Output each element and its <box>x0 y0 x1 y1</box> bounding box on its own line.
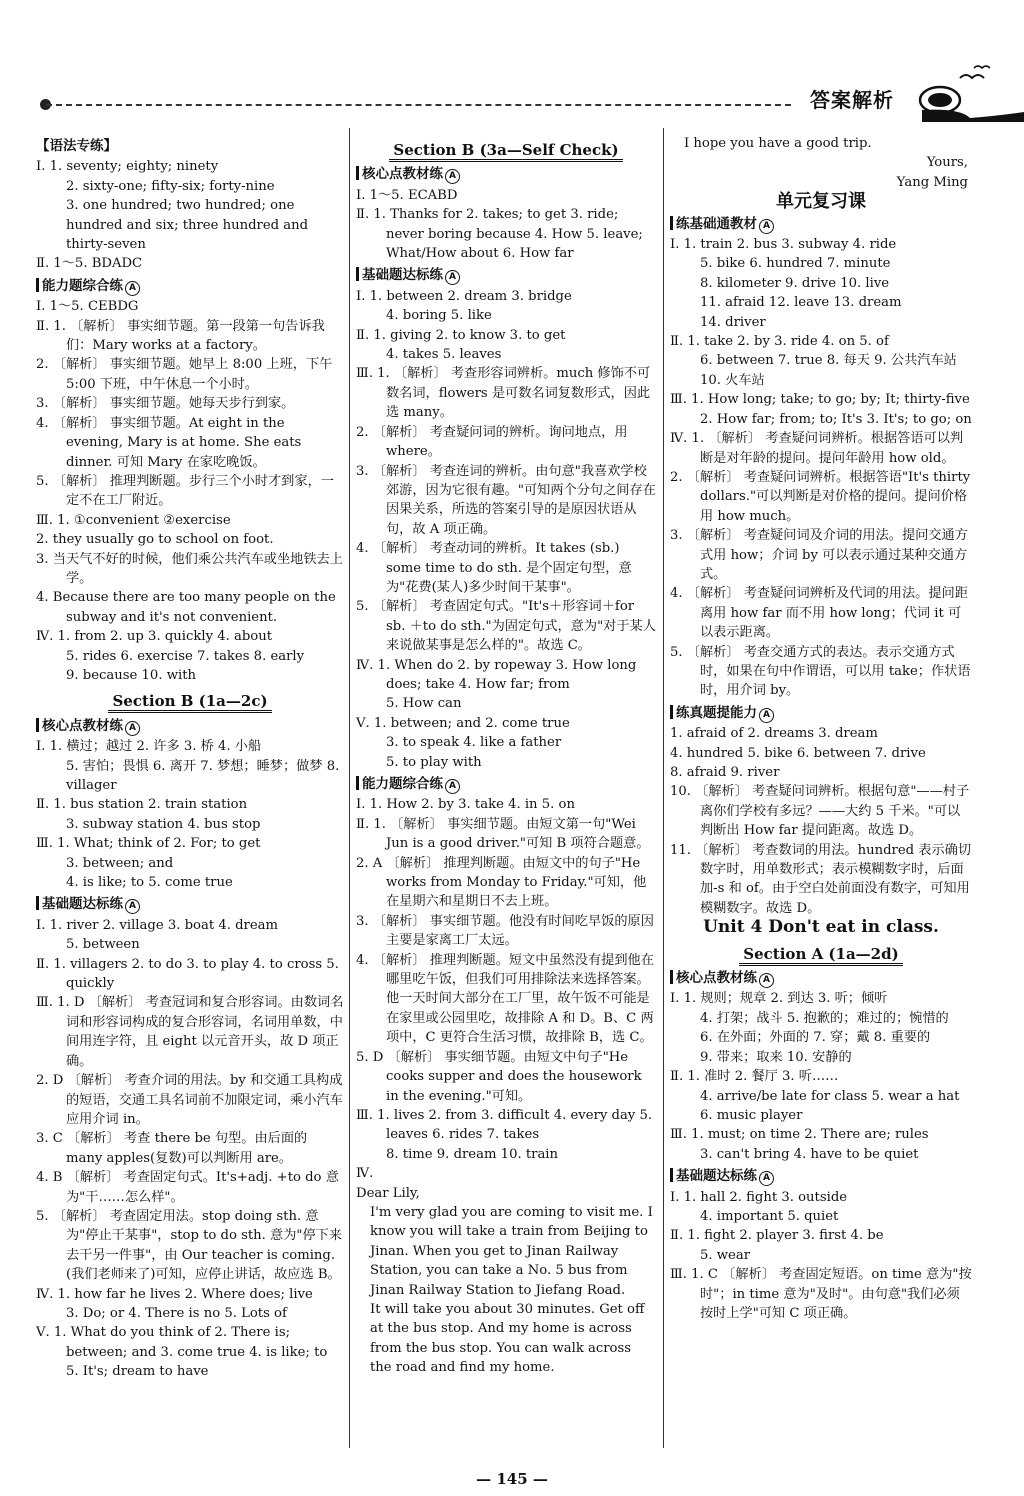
answer-line: 8. time 9. dream 10. train <box>386 1146 559 1162</box>
answer-line: Ⅲ. 1. ①convenient ②exercise <box>36 512 231 528</box>
answer-line: 4. 〔解析〕 考查动词的辨析。It takes (sb.) some time to do sth. 是个固定句型，意为"花费(某人)多少时间干某事"。 <box>356 541 632 595</box>
answer-line: 11. afraid 12. leave 13. dream <box>700 295 902 311</box>
label-bar-icon <box>356 776 359 790</box>
answer-line: 3. 〔解析〕 考查连词的辨析。由句意"我喜欢学校郊游，因为它很有趣。"可知两个分句之间存在因果关系，所选的答案引导的是原因状语从句，故 A 项正确。 <box>356 463 656 537</box>
answer-line: Ⅲ. 1. 〔解析〕 考查形容词辨析。much 修饰不可数名词，flowers 是可数名词复数形式，因此选 many。 <box>356 366 651 421</box>
answer-line: 5. 〔解析〕 推理判断题。步行三个小时才到家，一定不在工厂附近。 <box>36 473 334 509</box>
answer-line: Ⅲ. 1. What; think of 2. For; to get <box>36 836 261 852</box>
answer-line: 3. can't bring 4. have to be quiet <box>700 1146 919 1162</box>
answer-line: Ⅲ. 1. C 〔解析〕 考查固定短语。on time 意为"按时"；in time 意为"及时"。由句意"我们必须按时上学"可知 C 项正确。 <box>670 1267 972 1321</box>
answer-line: 14. driver <box>700 314 766 330</box>
answer-line: 6. music player <box>700 1107 803 1123</box>
answer-line: 3. to speak 4. like a father <box>386 735 562 751</box>
answer-line: 4. 〔解析〕 推理判断题。短文中虽然没有提到他在哪里吃午饭，但我们可用排除法来选择答案。他一天时间大部分在工厂里，故午饭不可能是在家里或公园里吃，故排除 A 和 D。B、C 两项中，C 更符合生活习惯，故排除 B，选 C。 <box>356 952 654 1046</box>
exercise-label <box>670 1167 972 1186</box>
answer-line: It will take you about 30 minutes. Get off at the bus stop. And my home is across from the bus stop. You can walk across the road and find my home. <box>370 1301 645 1376</box>
section-heading <box>356 141 656 160</box>
answer-line: 5. How can <box>386 696 462 712</box>
answer-line: Ⅱ. 1. 〔解析〕 事实细节题。第一段第一句告诉我们：Mary works at a factory。 <box>36 318 325 354</box>
section-heading <box>670 945 972 964</box>
answer-line: 4. important 5. quiet <box>700 1208 839 1224</box>
label-text: 核心点教材练 <box>362 166 443 183</box>
label-bar-icon <box>36 896 39 910</box>
answer-line: 3. subway station 4. bus stop <box>66 816 261 832</box>
answer-line: 2. they usually go to school on foot. <box>36 532 274 548</box>
label-text: 核心点教材练 <box>42 717 123 734</box>
answer-line: 4. 〔解析〕 考查疑问词辨析及代词的用法。提问距离用 how far 而不用 how long；代词 it 可以表示距离。 <box>670 586 968 641</box>
answer-line: I hope you have a good trip. <box>684 136 872 151</box>
label-bar-icon <box>670 705 673 719</box>
answer-line: Ⅴ. 1. What do you think of 2. There is; between; and 3. come true 4. is like; to 5. It's; dream to have <box>36 1325 328 1380</box>
answer-line: Ⅰ. 1. river 2. village 3. boat 4. dream <box>36 917 279 933</box>
answer-line: 5. D 〔解析〕 事实细节题。由短文中句子"He cooks supper and does the housework in the evening."可知。 <box>356 1049 642 1104</box>
level-badge-icon: A <box>759 219 774 234</box>
answer-line: 3. Do; or 4. There is no 5. Lots of <box>66 1305 287 1321</box>
label-text: 能力题综合练 <box>42 277 123 294</box>
answer-line: 3. between; and <box>66 855 174 871</box>
label-text: 基础题达标练 <box>676 1168 757 1185</box>
answer-line: Dear Lily, <box>356 1185 420 1201</box>
letter-signoff: Yours, <box>926 155 968 171</box>
label-bar-icon <box>356 267 359 281</box>
answer-line: Ⅳ. 1. When do 2. by ropeway 3. How long does; take 4. How far; from <box>356 657 637 692</box>
answer-column-left <box>36 134 344 1382</box>
answer-line: 8. afraid 9. river <box>670 765 780 780</box>
exercise-label <box>36 137 344 156</box>
answer-line: Ⅲ. 1. How long; take; to go; by; It; thirty-five 2. How far; from; to; It's 3. It's; to go; on <box>670 392 972 427</box>
label-text: 能力题综合练 <box>362 776 443 792</box>
answer-line: 6. 在外面；外面的 7. 穿；戴 8. 重要的 <box>700 1030 931 1046</box>
page-number: — 145 — <box>476 1470 548 1488</box>
header-dashed-rule <box>46 104 791 106</box>
label-text: 练基础通教材 <box>676 215 757 232</box>
answer-line: 1. afraid of 2. dreams 3. dream <box>670 726 878 742</box>
column-divider <box>663 128 664 1448</box>
answer-line: 11. 〔解析〕 考查数词的用法。hundred 表示确切数字时，用单数形式；表示模糊数字时，后面加-s 和 of。由于空白处前面没有数字，可知用模糊数字。故选 D。 <box>670 842 972 916</box>
level-badge-icon: A <box>125 899 140 914</box>
answer-line: Ⅳ. <box>356 1166 374 1182</box>
exercise-label <box>36 717 344 736</box>
level-badge-icon: A <box>125 281 140 296</box>
answer-line: Ⅰ. 1. between 2. dream 3. bridge <box>356 288 572 304</box>
exercise-label <box>356 165 656 184</box>
answer-line: 9. because 10. with <box>66 667 196 683</box>
answer-line: 5. wear <box>700 1247 751 1263</box>
level-badge-icon: A <box>445 270 460 285</box>
answer-line: 2. sixty-one; fifty-six; forty-nine <box>66 178 275 194</box>
level-badge-icon: A <box>759 973 774 988</box>
answer-line: 2. 〔解析〕 考查疑问词辨析。根据答语"It's thirty dollars."可以判断是对价格的提问。提问价格用 how much。 <box>670 469 971 524</box>
section-heading-text: Section B (1a—2c) <box>108 692 271 713</box>
header-emblem-icon <box>900 60 1024 130</box>
answer-line: Ⅱ. 1. 〔解析〕 事实细节题。由短文第一句"Wei Jun is a good driver."可知 B 项符合题意。 <box>356 816 650 852</box>
answer-line: Ⅰ. 1. train 2. bus 3. subway 4. ride <box>670 237 897 253</box>
answer-line: 5. rides 6. exercise 7. takes 8. early <box>66 648 305 664</box>
answer-column-middle <box>356 134 656 1378</box>
answer-line: 4. arrive/be late for class 5. wear a hat <box>700 1088 960 1104</box>
answer-line: 2. D 〔解析〕 考查介词的用法。by 和交通工具构成的短语，交通工具名词前不加限定词，乘小汽车应用介词 in。 <box>36 1073 343 1127</box>
answer-column-right <box>670 134 972 1323</box>
label-text: 基础题达标练 <box>362 267 443 284</box>
header-title: 答案解析 <box>810 88 894 112</box>
answer-line: 4. B 〔解析〕 考查固定句式。It's+adj. +to do 意为"干……怎么样"。 <box>36 1170 339 1205</box>
label-text: 基础题达标练 <box>42 896 123 913</box>
answer-line: 3. one hundred; two hundred; one hundred and six; three hundred and thirty-seven <box>66 198 309 253</box>
answer-line: 4. Because there are too many people on the subway and it's not convenient. <box>36 590 336 625</box>
answer-line: Ⅰ. 1. seventy; eighty; ninety <box>36 159 219 175</box>
level-badge-icon: A <box>759 1171 774 1186</box>
answer-line: Ⅳ. 1. 〔解析〕 考查疑问词辨析。根据答语可以判断是对年龄的提问。提问年龄用 how old。 <box>670 431 964 466</box>
section-heading <box>36 692 344 711</box>
page-header <box>0 0 1024 130</box>
label-text: 练真题提能力 <box>676 704 757 721</box>
answer-line: 5. 〔解析〕 考查固定句式。"It's＋形容词＋for sb. ＋to do sth."为固定句式，意为"对于某人来说做某事是怎么样的"。故选 C。 <box>356 599 656 654</box>
answer-line: Ⅱ. 1. fight 2. player 3. first 4. be <box>670 1228 884 1244</box>
answer-line: Ⅰ. 1～5. ECABD <box>356 187 458 203</box>
answer-line: Ⅱ. 1. Thanks for 2. takes; to get 3. ride; never boring because 4. How 5. leave; What/How about 6. How far <box>356 207 643 262</box>
answer-line: 5. between <box>66 937 140 953</box>
answer-line: Ⅳ. 1. from 2. up 3. quickly 4. about <box>36 629 273 645</box>
exercise-label <box>670 704 972 723</box>
answer-line: Ⅰ. 1. hall 2. fight 3. outside <box>670 1189 848 1205</box>
level-badge-icon: A <box>445 169 460 184</box>
answer-line: 4. 〔解析〕 事实细节题。At eight in the evening, Mary is at home. She eats dinner. 可知 Mary 在家吃晚饭。 <box>36 415 302 470</box>
letter-signoff: Yang Ming <box>896 174 968 190</box>
answer-line: Ⅰ. 1～5. CEBDG <box>36 299 139 315</box>
answer-line: 3. 〔解析〕 事实细节题。她每天步行到家。 <box>36 396 295 412</box>
answer-line: 5. bike 6. hundred 7. minute <box>700 256 891 272</box>
review-heading: 单元复习课 <box>776 191 866 213</box>
unit-heading: Unit 4 Don't eat in class. <box>703 917 939 938</box>
answer-line: Ⅲ. 1. lives 2. from 3. difficult 4. every day 5. leaves 6. rides 7. takes <box>356 1107 653 1143</box>
section-heading-text: Section B (3a—Self Check) <box>389 141 622 162</box>
level-badge-icon: A <box>445 779 460 794</box>
answer-line: 4. is like; to 5. come true <box>66 875 233 891</box>
answer-line: 3. 当天气不好的时候，他们乘公共汽车或坐地铁去上学。 <box>36 551 343 586</box>
answer-line: 5. to play with <box>386 754 482 770</box>
answer-line: Ⅱ. 1. villagers 2. to do 3. to play 4. to cross 5. quickly <box>36 956 339 992</box>
answer-line: Ⅲ. 1. must; on time 2. There are; rules <box>670 1127 929 1143</box>
answer-line: 4. hundred 5. bike 6. between 7. drive <box>670 745 926 761</box>
answer-line: Ⅲ. 1. D 〔解析〕 考查冠词和复合形容词。由数词名词和形容词构成的复合形容词，名词用单数，中间用连字符，且 eight 以元音开头，故 D 项正确。 <box>36 995 344 1069</box>
answer-line: 4. boring 5. like <box>386 308 492 324</box>
answer-line: 3. 〔解析〕 考查疑问词及介词的用法。提问交通方式用 how；介词 by 可以表示通过某种交通方式。 <box>670 528 968 582</box>
answer-line: Ⅴ. 1. between; and 2. come true <box>356 715 570 731</box>
answer-line: Ⅳ. 1. how far he lives 2. Where does; live <box>36 1286 313 1302</box>
answer-line: 3. 〔解析〕 事实细节题。他没有时间吃早饭的原因主要是家离工厂太远。 <box>356 913 654 949</box>
answer-line: 5. 〔解析〕 考查交通方式的表达。表示交通方式时，如果在句中作谓语，可以用 take；作状语时，用介词 by。 <box>670 644 971 699</box>
level-badge-icon: A <box>125 721 140 736</box>
answer-line: Ⅰ. 1. 横过；越过 2. 许多 3. 桥 4. 小船 <box>36 739 262 755</box>
answer-line: 2. 〔解析〕 事实细节题。她早上 8:00 上班，下午 5:00 下班，中午休息一个小时。 <box>36 357 333 392</box>
answer-line: 2. A 〔解析〕 推理判断题。由短文中的句子"He works from Monday to Friday."可知，他在星期六和星期日不去上班。 <box>356 855 647 910</box>
answer-line: 3. C 〔解析〕 考查 there be 句型。由后面的 many apples(复数)可以判断用 are。 <box>36 1131 308 1166</box>
answer-line: 4. takes 5. leaves <box>386 347 502 363</box>
answer-line: 4. 打架；战斗 5. 抱歉的；难过的；惋惜的 <box>700 1010 949 1026</box>
answer-line: Ⅱ. 1～5. BDADC <box>36 256 143 272</box>
exercise-label <box>356 266 656 285</box>
answer-line: Ⅰ. 1. How 2. by 3. take 4. in 5. on <box>356 797 575 813</box>
answer-line: 6. between 7. true 8. 每天 9. 公共汽车站 10. 火车站 <box>700 353 957 388</box>
label-bar-icon <box>356 166 359 180</box>
exercise-label <box>36 277 344 296</box>
answer-line: 2. 〔解析〕 考查疑问词的辨析。询问地点，用 where。 <box>356 424 628 460</box>
answer-line: 10. 〔解析〕 考查疑问词辨析。根据句意"——村子离你们学校有多远？——大约 5 千米。"可以判断出 How far 提问距离。故选 D。 <box>670 784 970 839</box>
label-bar-icon <box>670 216 673 230</box>
label-bar-icon <box>36 718 39 732</box>
answer-line: Ⅱ. 1. bus station 2. train station <box>36 797 248 813</box>
answer-line: 5. 〔解析〕 考查固定用法。stop doing sth. 意为"停止干某事"，stop to do sth. 意为"停下来去干另一件事"，由 Our teacher is coming.(我们老师来了)可知，应停止讲话，故应选 B。 <box>36 1208 343 1283</box>
exercise-label <box>356 775 656 794</box>
answer-line: Ⅰ. 1. 规则；规章 2. 到达 3. 听；倾听 <box>670 991 888 1007</box>
label-text: 核心点教材练 <box>676 970 757 987</box>
answer-line: Ⅱ. 1. take 2. by 3. ride 4. on 5. of <box>670 334 889 350</box>
label-bar-icon <box>36 278 39 292</box>
answer-line: 9. 带来；取来 10. 安静的 <box>700 1049 852 1065</box>
label-text: 【语法专练】 <box>36 138 117 154</box>
section-heading-text: Section A (1a—2d) <box>739 945 902 966</box>
answer-line: 5. 害怕；畏惧 6. 离开 7. 梦想；睡梦；做梦 8. villager <box>66 758 340 793</box>
label-bar-icon <box>670 1168 673 1182</box>
answer-line: I'm very glad you are coming to visit me. I know you will take a train from Beijing to Jinan. When you get to Jinan Railway Station, you can take a No. 5 bus from Jinan Railway Station to Jiefang Road. <box>370 1204 653 1298</box>
level-badge-icon: A <box>759 708 774 723</box>
exercise-label <box>670 215 972 234</box>
exercise-label <box>36 895 344 914</box>
answer-line: Ⅱ. 1. giving 2. to know 3. to get <box>356 327 566 343</box>
column-divider <box>349 128 350 1448</box>
label-bar-icon <box>670 970 673 984</box>
exercise-label <box>670 969 972 988</box>
answer-line: Ⅱ. 1. 准时 2. 餐厅 3. 听…… <box>670 1069 839 1085</box>
answer-line: 8. kilometer 9. drive 10. live <box>700 275 890 291</box>
